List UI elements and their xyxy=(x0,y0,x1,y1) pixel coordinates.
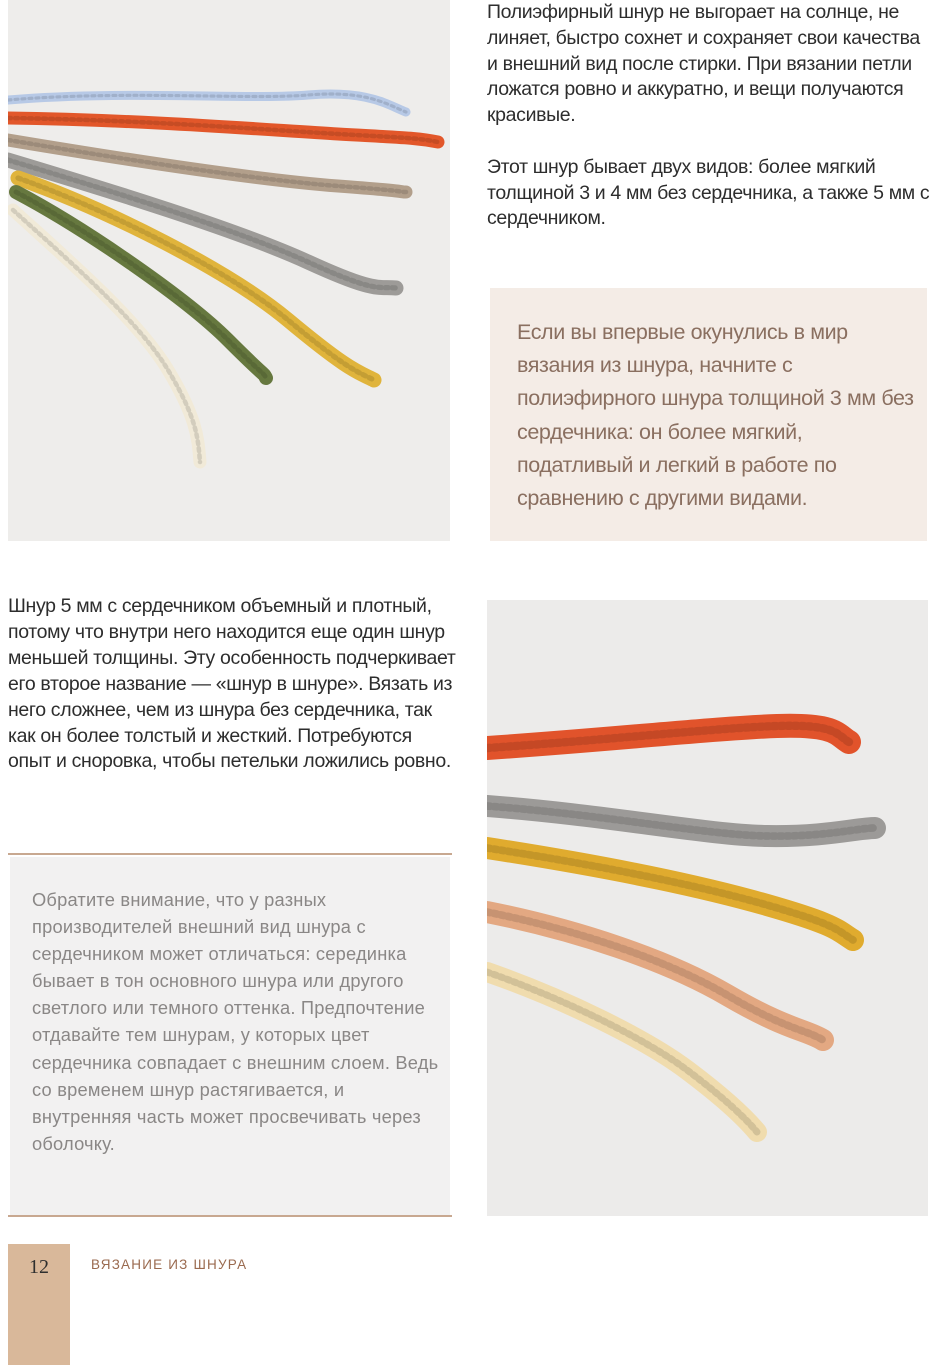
intro-paragraph-2: Этот шнур бывает двух видов: более мягкий толщиной 3 и 4 мм без сердечника, а также 5 мм с сердечником. xyxy=(487,155,930,230)
intro-paragraph-1: Полиэфирный шнур не выгорает на солнце, не линяет, быстро сохнет и сохраняет свои качества и внешний вид после стирки. При вязании петли ложатся ровно и аккуратно, и вещи получаются красивые. xyxy=(487,1,920,127)
note-bottom-rule xyxy=(8,1215,452,1217)
note-top-rule xyxy=(8,853,452,855)
intro-text xyxy=(487,0,932,232)
note-text: Обратите внимание, что у разных производителей внешний вид шнура с сердечником может отличаться: серединка бывает в тон основного шнура или другого светлого или темного оттенка. Предпочтение отдавайте тем шнурам, у которых цвет сердечника совпадает с внешним слоем. Ведь со временем шнур растягивается, и внутренняя часть может просвечивать через оболочку. xyxy=(32,889,439,1154)
cords-photo-core xyxy=(487,600,928,1216)
tip-text: Если вы впервые окунулись в мир вязания из шнура, начните с полиэфирного шнура толщиной 3 мм без сердечника: он более мягкий, податливый и легкий в работе по сравнению с другими видами. xyxy=(517,320,914,511)
core-cord-paragraph: Шнур 5 мм с сердечником объемный и плотный, потому что внутри него находится еще один шнур меньшей толщины. Эту особенность подчеркивает его второе название — «шнур в шнуре». Вязать из него сложнее, чем из шнура без сердечника, так как он более толстый и жесткий. Потребуются опыт и сноровка, чтобы петельки ложились ровно. xyxy=(8,595,456,773)
cords-photo-thin xyxy=(8,0,450,541)
cord-4 xyxy=(18,178,374,380)
page-number: 12 xyxy=(29,1256,49,1278)
running-title: ВЯЗАНИЕ ИЗ ШНУРА xyxy=(91,1257,248,1272)
